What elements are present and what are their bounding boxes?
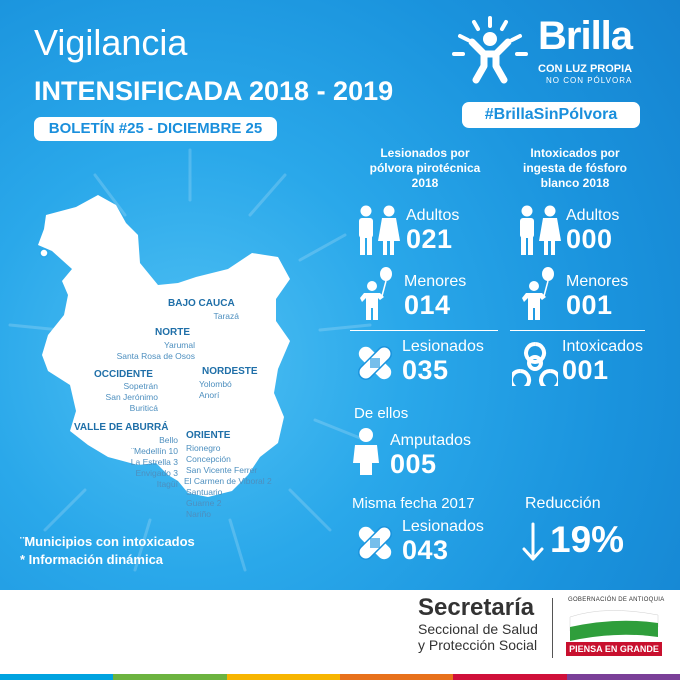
bandage-icon-2017 <box>352 520 398 566</box>
town-narino: Nariño <box>186 509 212 519</box>
strip-red <box>453 674 566 680</box>
antioquia-map <box>28 185 328 515</box>
right-col-title-2: ingesta de fósforo <box>522 161 627 175</box>
biohazard-icon <box>512 340 558 386</box>
adults-value-left: 021 <box>406 224 453 254</box>
intoxicated-label: Intoxicados <box>562 338 643 355</box>
color-strip <box>0 674 680 680</box>
minors-value-right: 001 <box>566 290 613 320</box>
child-balloon-icon <box>358 266 398 322</box>
region-norte: NORTE <box>155 327 190 338</box>
town-taraza: Tarazá <box>213 311 239 321</box>
strip-orange <box>340 674 453 680</box>
brand-tagline1: CON LUZ PROPIA <box>538 63 633 75</box>
town-san-jeronimo: San Jerónimo <box>105 392 158 402</box>
injured-2017-label: Lesionados <box>402 518 484 535</box>
town-itagui: Itagüí <box>156 479 178 489</box>
region-oriente: ORIENTE <box>186 430 231 441</box>
region-valle: VALLE DE ABURRÁ <box>74 422 169 433</box>
right-col-title-3: blanco 2018 <box>540 176 610 190</box>
adults-icon <box>354 205 402 257</box>
divider-left <box>350 330 498 331</box>
secretaria-line3: y Protección Social <box>418 637 538 653</box>
reduction-label: Reducción <box>525 495 601 512</box>
region-nordeste: NORDESTE <box>202 366 258 377</box>
adults-icon-right <box>515 205 563 257</box>
divider-right <box>510 330 645 331</box>
right-col-title-1: Intoxicados por <box>530 146 620 160</box>
bandage-icon <box>352 340 398 386</box>
amputated-value: 005 <box>390 449 437 479</box>
minors-label-right: Menores <box>566 273 629 290</box>
town-concepcion: Concepción <box>186 454 231 464</box>
child-balloon-icon-right <box>520 266 560 322</box>
adults-label-right: Adultos <box>566 207 620 224</box>
town-santuario: Santuario <box>186 487 223 497</box>
town-guarne: Guarne 2 <box>186 498 222 508</box>
town-santa-rosa: Santa Rosa de Osos <box>116 351 195 361</box>
injured-label: Lesionados <box>402 338 484 355</box>
intoxicated-value: 001 <box>562 355 609 385</box>
town-sopetran: Sopetrán <box>123 381 158 391</box>
amputated-label: Amputados <box>390 432 471 449</box>
town-medellin: ¨Medellín 10 <box>131 446 178 456</box>
amputee-icon <box>346 427 386 477</box>
left-col-title-3: 2018 <box>411 176 439 190</box>
footer-divider <box>552 598 553 658</box>
left-col-title-1: Lesionados por <box>380 146 470 160</box>
bulletin-badge: BOLETÍN #25 - DICIEMBRE 25 <box>34 117 277 141</box>
town-yarumal: Yarumal <box>163 340 195 350</box>
strip-blue <box>0 674 113 680</box>
adults-value-right: 000 <box>566 224 613 254</box>
town-bello: Bello <box>159 435 178 445</box>
down-arrow-icon <box>521 522 545 562</box>
brilla-logo-icon <box>444 12 534 92</box>
minors-label-left: Menores <box>404 273 467 290</box>
antioquia-flag-emblem <box>566 607 662 641</box>
town-buritica: Buriticá <box>129 403 158 413</box>
injured-2017-value: 043 <box>402 535 449 565</box>
footnote-intoxicated: ¨Municipios con intoxicados <box>20 534 195 549</box>
town-el-carmen: El Carmen de Viboral 2 <box>184 476 272 486</box>
secretaria-title: Secretaría <box>418 594 535 621</box>
reduction-value: 19% <box>550 519 625 560</box>
title-line2: INTENSIFICADA 2018 - 2019 <box>34 76 394 106</box>
town-rionegro: Rionegro <box>186 443 221 453</box>
strip-green <box>113 674 226 680</box>
region-occidente: OCCIDENTE <box>94 369 153 380</box>
strip-purple <box>567 674 680 680</box>
town-la-estrella: La Estrella 3 <box>130 457 178 467</box>
strip-yellow <box>227 674 340 680</box>
adults-label-left: Adultos <box>406 207 460 224</box>
of-them-label: De ellos <box>354 405 409 422</box>
town-san-vicente: San Vicente Ferrer <box>186 465 258 475</box>
region-bajo-cauca: BAJO CAUCA <box>168 298 235 309</box>
brand-tagline2: NO CON PÓLVORA <box>546 76 633 85</box>
injured-value: 035 <box>402 355 449 385</box>
title-line1: Vigilancia <box>34 22 188 63</box>
brand-name: Brilla <box>538 14 633 58</box>
left-col-title-2: pólvora pirotécnica <box>369 161 481 175</box>
same-date-label: Misma fecha 2017 <box>352 495 475 512</box>
minors-value-left: 014 <box>404 290 451 320</box>
town-yolombo: Yolombó <box>199 379 232 389</box>
town-envigado: Envigado 3 <box>135 468 178 478</box>
secretaria-line2: Seccional de Salud <box>418 621 538 637</box>
gov-name: GOBERNACIÓN DE ANTIOQUIA <box>568 597 665 603</box>
town-anori: Anorí <box>199 390 220 400</box>
gov-slogan: PIENSA EN GRANDE <box>566 642 662 656</box>
footnote-dynamic: * Información dinámica <box>20 552 164 567</box>
hashtag-badge: #BrillaSinPólvora <box>462 102 640 128</box>
